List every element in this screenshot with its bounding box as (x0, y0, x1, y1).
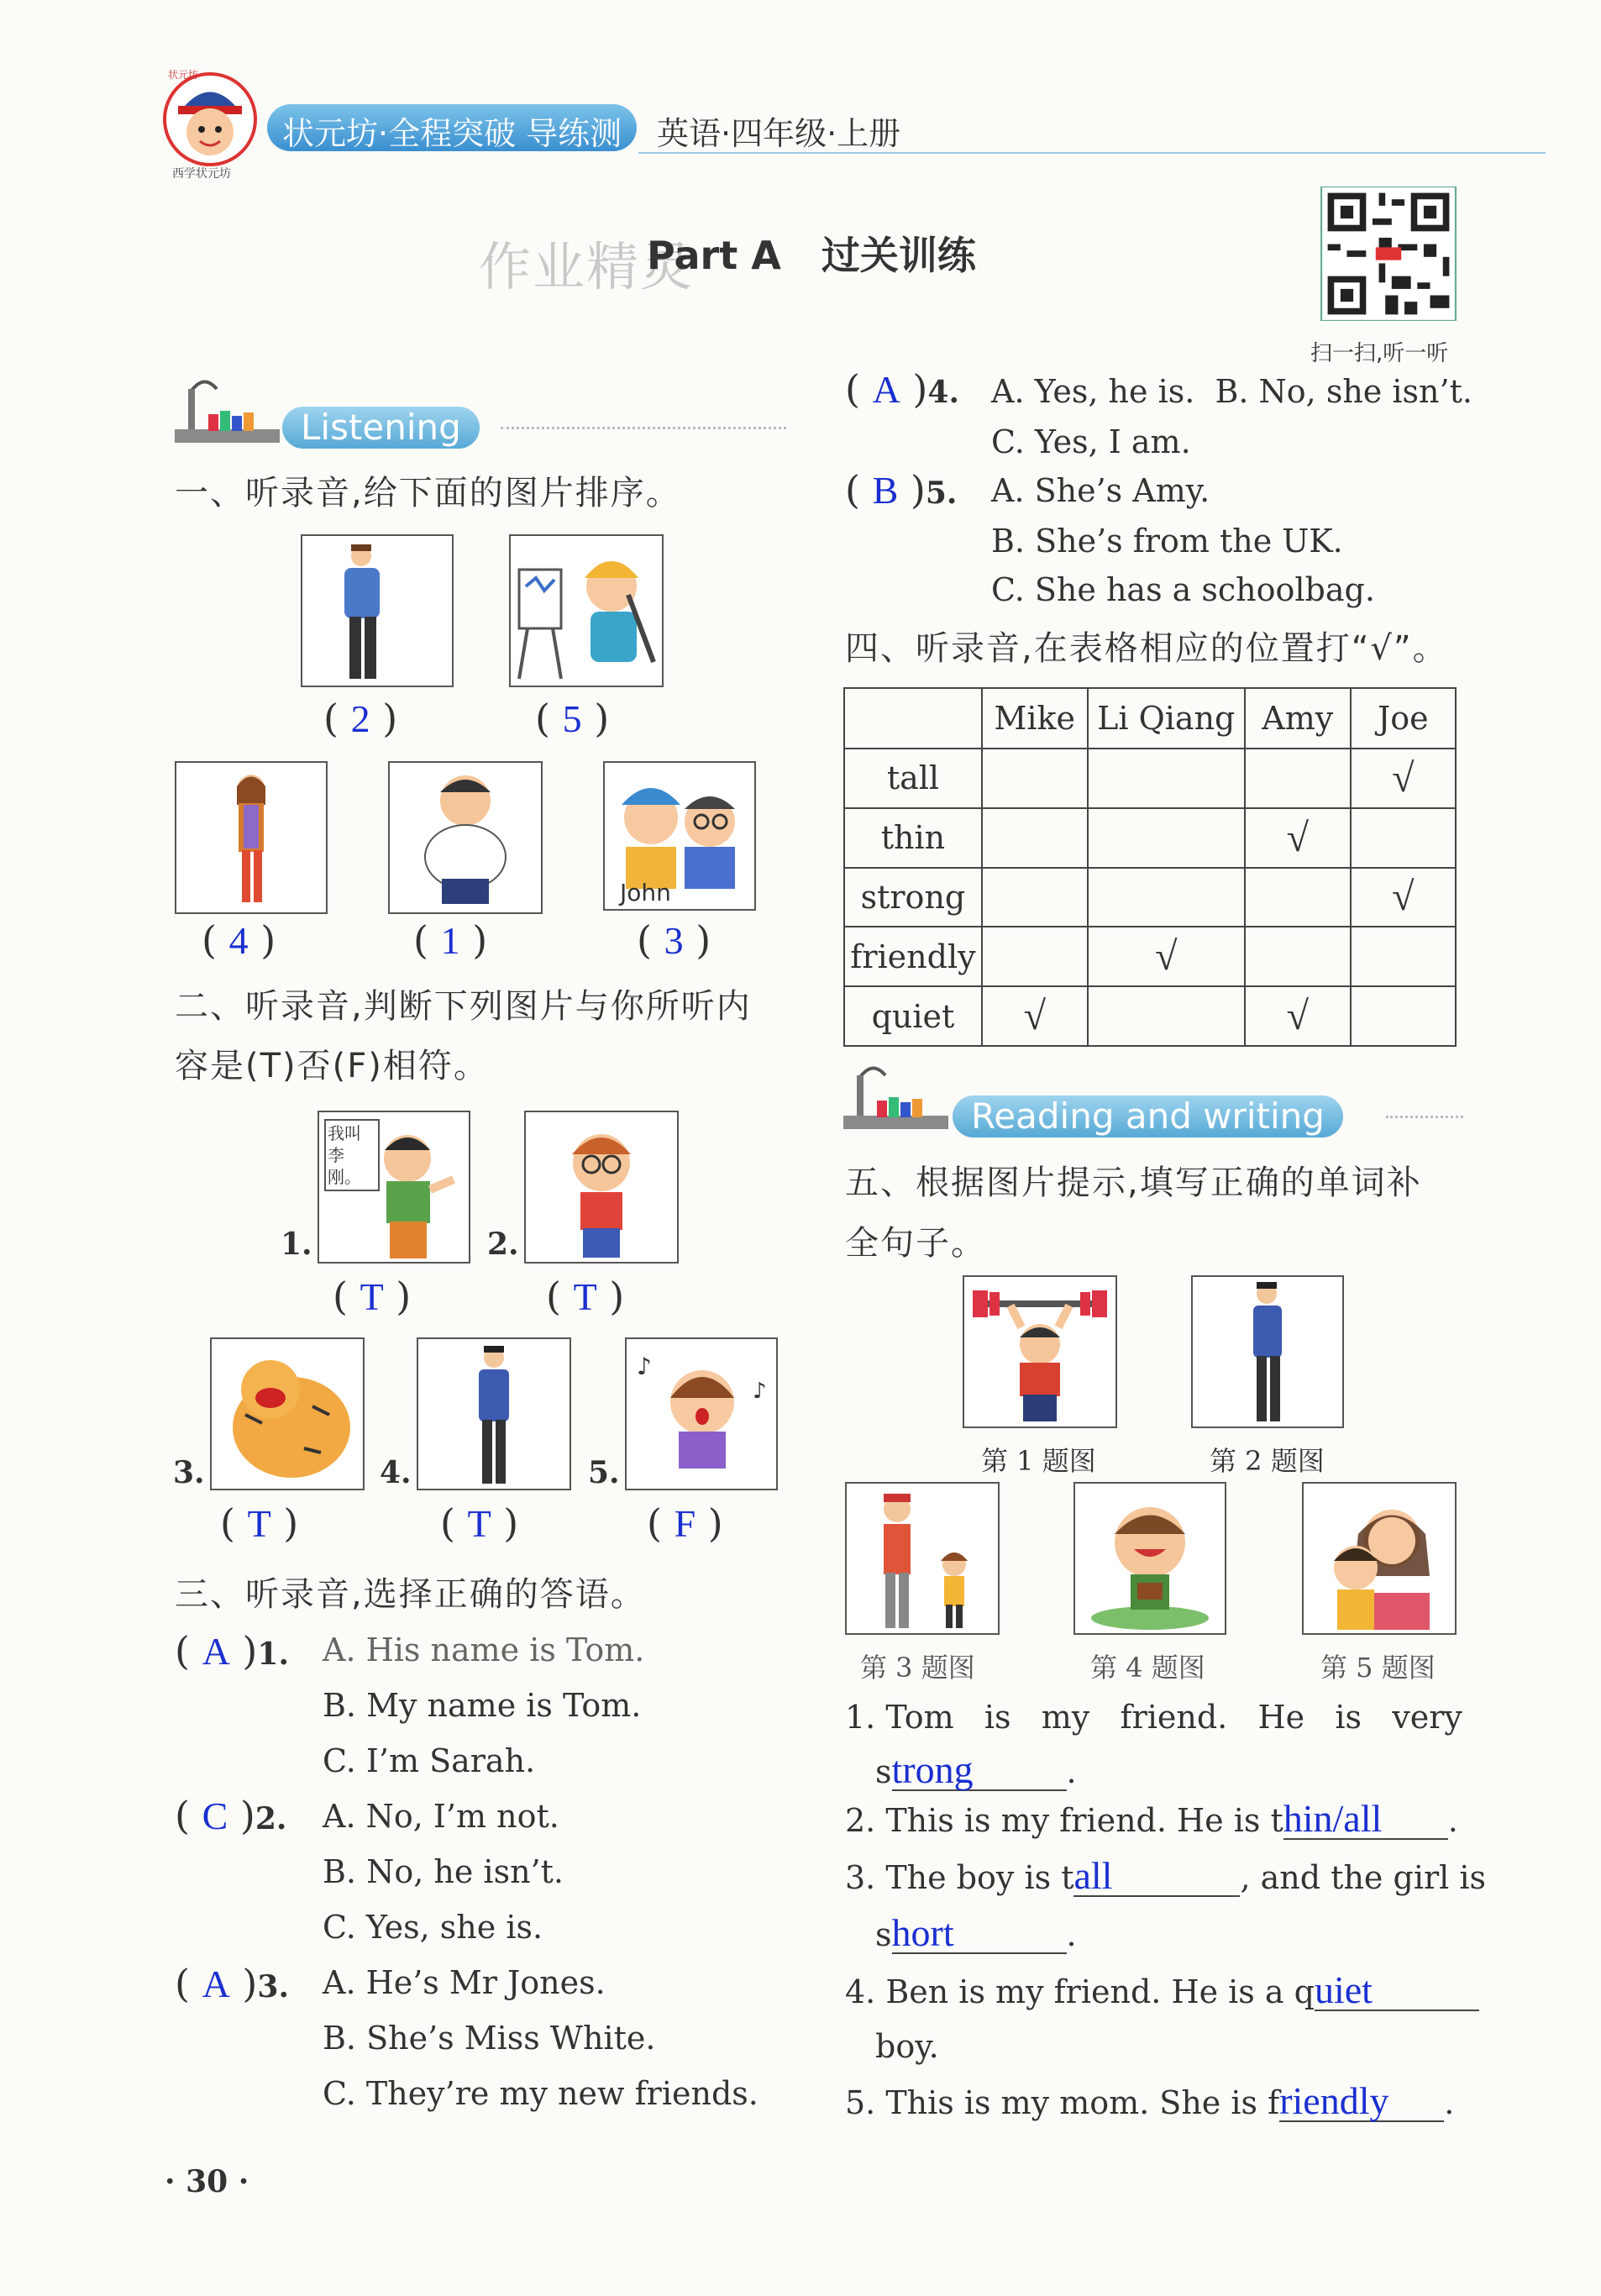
q5-title-line1: 五、根据图片提示,填写正确的单词补 (845, 1164, 1422, 1202)
row-label: friendly (844, 927, 982, 986)
q2-answer-5: ( F ) (647, 1500, 723, 1546)
q3-item-2-answer: ( C )2. (175, 1793, 287, 1838)
header (0, 0, 1601, 181)
q5-sentence-1-blank: strong . (875, 1748, 1077, 1791)
q1-picture-man (301, 534, 454, 687)
q5-sentence-4: 4. Ben is my friend. He is a quiet (845, 1971, 1479, 2011)
q5-caption-2: 第 2 题图 (1210, 1445, 1325, 1477)
q4-title: 四、听录音,在表格相应的位置打“√”。 (845, 629, 1448, 668)
table-cell (1245, 927, 1351, 986)
q5-sentence-3-blank: short . (875, 1911, 1077, 1954)
svg-text:♪: ♪ (637, 1353, 652, 1380)
q2-title-line1: 二、听录音,判断下列图片与你所听内 (175, 987, 752, 1026)
table-cell (1088, 986, 1245, 1046)
table-cell (1088, 868, 1245, 927)
q2-num-5: 5. (588, 1455, 620, 1490)
speech-bubble: 我叫李刚。 (324, 1119, 380, 1191)
table-cell (1088, 808, 1245, 868)
table-row (844, 927, 1456, 986)
q3-item-5-opt-b: B. She’s from the UK. (991, 523, 1343, 560)
table-cell (982, 749, 1088, 808)
q3-title: 三、听录音,选择正确的答语。 (175, 1575, 646, 1614)
table-header-blank (844, 688, 982, 749)
q2-answer-1: ( T ) (333, 1274, 412, 1319)
q5-answer-4[interactable]: uiet (1314, 1968, 1373, 2011)
q5-caption-3: 第 3 题图 (860, 1652, 975, 1684)
q2-answer-2: ( T ) (546, 1274, 625, 1319)
q5-answer-3a[interactable]: all (1073, 1854, 1113, 1897)
row-label: quiet (844, 986, 982, 1046)
q4-table (843, 687, 1457, 1047)
row-label: thin (844, 808, 982, 868)
q3-item-1-opt-b: B. My name is Tom. (323, 1687, 642, 1724)
q1-answer-2: ( 5 ) (535, 696, 610, 741)
q3-item-2-opt-a: A. No, I’m not. (323, 1798, 559, 1835)
q2-picture-boy-glasses (524, 1111, 679, 1264)
q5-answer-2[interactable]: hin/all (1283, 1797, 1383, 1840)
q3-item-1-answer: ( A )1. (175, 1628, 289, 1673)
q5-picture-quiet-boy (1073, 1482, 1226, 1635)
reading-writing-banner: Reading and writing (953, 1095, 1343, 1137)
q5-answer-3b[interactable]: hort (891, 1911, 954, 1954)
q3-item-1-opt-c: C. I’m Sarah. (323, 1742, 536, 1779)
q3-item-1-opt-a: A. His name is Tom. (323, 1631, 645, 1668)
q5-caption-1: 第 1 题图 (981, 1445, 1096, 1477)
q5-picture-tall-boy-short-girl (845, 1482, 1000, 1635)
q2-num-1: 1. (281, 1227, 312, 1262)
table-cell (982, 927, 1088, 986)
q3-item-3-opt-a: A. He’s Mr Jones. (323, 1964, 606, 2001)
q2-num-2: 2. (487, 1227, 519, 1262)
table-cell (1245, 868, 1351, 927)
q1-picture-john-friends (603, 761, 756, 911)
q1-answer-1: ( 2 ) (323, 696, 398, 741)
q2-answer-4: ( T ) (440, 1500, 519, 1546)
q5-answer-1[interactable]: trong (891, 1748, 974, 1791)
listening-banner: Listening (282, 407, 480, 449)
q2-title-line2: 容是(T)否(F)相符。 (175, 1047, 489, 1085)
brand-tiny: 状元坊 (168, 69, 199, 81)
q2-picture-li-gang (318, 1111, 470, 1264)
q3-item-3-answer: ( A )3. (175, 1961, 289, 2006)
table-cell: √ (1245, 808, 1351, 868)
q5-picture-thin-man (1191, 1275, 1344, 1428)
page-number: · 30 · (165, 2164, 249, 2199)
part-title: Part A 过关训练 (647, 233, 976, 278)
q5-caption-5: 第 5 题图 (1320, 1652, 1436, 1684)
row-label: tall (844, 749, 982, 808)
header-rule (638, 152, 1546, 154)
q3-item-2-opt-c: C. Yes, she is. (323, 1909, 543, 1946)
table-cell (1351, 986, 1456, 1046)
q1-picture-thin-girl (175, 761, 328, 914)
q3-item-3-opt-c: C. They’re my new friends. (323, 2075, 759, 2112)
q1-title: 一、听录音,给下面的图片排序。 (175, 474, 681, 512)
table-cell: √ (1351, 868, 1456, 927)
table-cell (982, 808, 1088, 868)
q5-caption-4: 第 4 题图 (1090, 1652, 1205, 1684)
banner-dotted-line (501, 427, 786, 429)
q1-picture-painting-girl (509, 534, 664, 687)
q1-answer-4: ( 1 ) (413, 917, 488, 963)
table-cell (1351, 808, 1456, 868)
q3-item-5-answer: ( B )5. (845, 467, 958, 512)
q1-answer-3: ( 4 ) (202, 917, 276, 963)
q5-sentence-1: 1. Tom is my friend. He is very (845, 1699, 1462, 1736)
q1-answer-5: ( 3 ) (637, 917, 711, 963)
q2-answer-3: ( T ) (220, 1500, 299, 1546)
table-row (844, 986, 1456, 1046)
svg-text:♪: ♪ (753, 1379, 767, 1404)
table-cell (1351, 927, 1456, 986)
q3-item-3-opt-b: B. She’s Miss White. (323, 2020, 656, 2057)
desk-lamp-icon (843, 1060, 953, 1136)
q3-item-2-opt-b: B. No, he isn’t. (323, 1853, 564, 1890)
table-row (844, 749, 1456, 808)
banner-dotted-line (1386, 1116, 1463, 1118)
q5-title-line2: 全句子。 (845, 1224, 986, 1263)
q2-picture-singing-girl (625, 1337, 778, 1490)
watermark: 作业精灵 (479, 236, 695, 297)
q2-picture-fat-tiger (210, 1337, 365, 1490)
table-cell: √ (1351, 749, 1456, 808)
q1-picture-fat-boy (388, 761, 543, 914)
q3-item-5-opt-a: A. She’s Amy. (991, 472, 1210, 509)
table-header-mike: Mike (982, 688, 1088, 749)
q5-picture-strong-boy (963, 1275, 1117, 1428)
motto-text: 西学状元坊 (172, 167, 231, 181)
q5-sentence-2: 2. This is my friend. He is thin/all . (845, 1797, 1458, 1840)
q2-num-4: 4. (380, 1455, 412, 1490)
table-cell (1245, 749, 1351, 808)
q5-sentence-5: 5. This is my mom. She is friendly . (845, 2079, 1455, 2122)
q5-sentence-3: 3. The boy is tall , and the girl is (845, 1854, 1487, 1897)
table-cell (982, 868, 1088, 927)
table-row (844, 808, 1456, 868)
q5-sentence-4-line2: boy. (875, 2028, 939, 2065)
q3-item-1-num: 1. (257, 1637, 289, 1672)
john-label: John (620, 879, 671, 906)
q3-item-4-num: 4. (927, 375, 959, 410)
row-label: strong (844, 868, 982, 927)
q3-item-4-answer: ( A )4. (845, 366, 959, 412)
table-cell: √ (1088, 927, 1245, 986)
q3-item-5-opt-c: C. She has a schoolbag. (991, 571, 1375, 608)
q3-item-2-num: 2. (255, 1801, 287, 1836)
q5-answer-5[interactable]: riendly (1279, 2079, 1389, 2122)
table-row (844, 868, 1456, 927)
q5-picture-friendly-mom (1302, 1482, 1457, 1635)
desk-lamp-icon (175, 374, 284, 449)
table-cell: √ (1245, 986, 1351, 1046)
q2-picture-tall-man (417, 1337, 571, 1490)
series-title: 状元坊·全程突破 导练测 (282, 115, 622, 152)
subject-title: 英语·四年级·上册 (657, 115, 901, 152)
q3-item-4-opt-ab: A. Yes, he is. B. No, she isn’t. (991, 373, 1472, 410)
qr-caption: 扫一扫,听一听 (1310, 341, 1449, 366)
qr-code-icon[interactable] (1320, 187, 1457, 321)
table-header-li-qiang: Li Qiang (1088, 688, 1245, 749)
q3-item-5-num: 5. (925, 475, 958, 511)
q2-num-3: 3. (173, 1455, 205, 1490)
table-header-joe: Joe (1351, 688, 1456, 749)
q3-item-4-opt-c: C. Yes, I am. (991, 423, 1191, 460)
table-cell: √ (982, 986, 1088, 1046)
table-header-amy: Amy (1245, 688, 1351, 749)
mascot-logo-icon (160, 69, 260, 178)
q3-item-3-num: 3. (257, 1969, 289, 2004)
table-cell (1088, 749, 1245, 808)
